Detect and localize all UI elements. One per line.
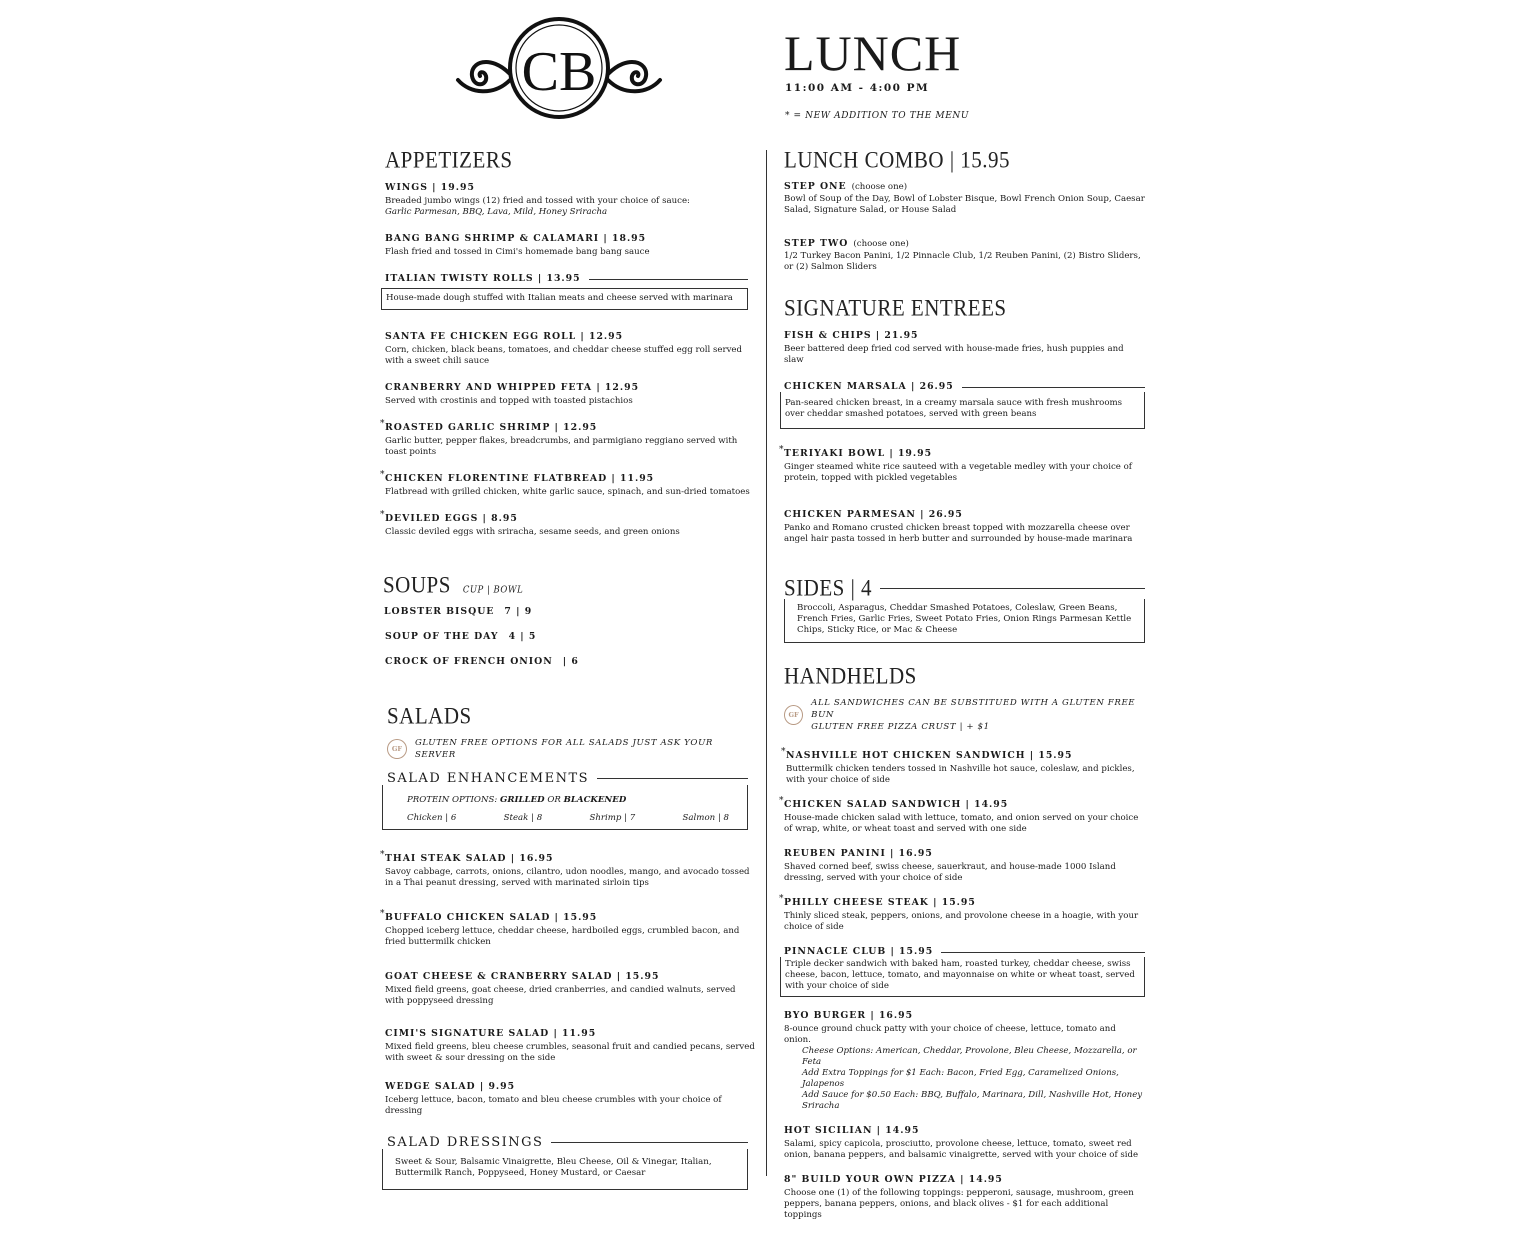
new-marker: * (779, 796, 784, 806)
menu-item: BYO BURGER | 16.95 8-ounce ground chuck patty with your choice of cheese, lettuce, tomato and onion. Cheese Options: American, Cheddar, Provolone, Bleu Cheese, Mozzarella, or Feta Add Extra Toppings for $1 Each: Bacon, Fried Egg, Caramelized Onions, Jalapenos Add Sauce for $0.50 Each: BBQ, Buffalo, Marinara, Dill, Nashville Hot, Honey Sriracha (780, 1009, 1145, 1112)
new-addition-note: * = NEW ADDITION TO THE MENU (785, 111, 970, 121)
new-marker: * (781, 747, 786, 757)
menu-item: BANG BANG SHRIMP & CALAMARI | 18.95 Flash fried and tossed in Cimi's homemade bang bang sauce (385, 233, 650, 257)
protein-steak: Steak | 8 (503, 813, 543, 823)
new-marker: * (380, 850, 385, 860)
menu-item-boxed: ITALIAN TWISTY ROLLS | 13.95 House-made dough stuffed with Italian meats and cheese served with marinara (381, 272, 748, 310)
menu-item: CHICKEN PARMESAN | 26.95 Panko and Romano crusted chicken breast topped with mozzarella cheese over angel hair pasta tossed in herb butter and surrounded by house-made marinara (784, 509, 1133, 544)
menu-item: CIMI'S SIGNATURE SALAD | 11.95 Mixed field greens, bleu cheese crumbles, seasonal fruit and candied pecans, served with sweet & sour dressing on the side (385, 1028, 755, 1063)
new-marker: * (380, 909, 385, 919)
salads-gf-note: GF GLUTEN FREE OPTIONS FOR ALL SALADS JUST ASK YOUR SERVER (387, 737, 756, 761)
menu-title: LUNCH (784, 25, 962, 81)
appetizers-heading: APPETIZERS (385, 147, 513, 173)
menu-item-new: * THAI STEAK SALAD | 16.95 Savoy cabbage, carrots, onions, cilantro, udon noodles, mango, and avocado tossed in a Thai peanut dressing, served with marinated sirloin tips (380, 850, 750, 888)
left-column (381, 147, 756, 1190)
menu-item-new: * DEVILED EGGS | 8.95 Classic deviled eggs with sriracha, sesame seeds, and green onions (380, 510, 680, 537)
menu-item: 8" BUILD YOUR OWN PIZZA | 14.95 Choose one (1) of the following toppings: pepperoni, sausage, mushroom, green peppers, banana peppers, onions, and black olives - $1 for each additional toppings (784, 1174, 1134, 1220)
menu-item: FISH & CHIPS | 21.95 Beer battered deep fried cod served with house-made fries, hush puppies and slaw (784, 330, 1124, 365)
gluten-free-icon: GF (784, 705, 803, 725)
menu-item-new: * NASHVILLE HOT CHICKEN SANDWICH | 15.95 Buttermilk chicken tenders tossed in Nashville hot sauce, coleslaw, and pickles, with your choice of side (781, 747, 1135, 785)
new-marker: * (380, 419, 385, 429)
menu-item-new: * PHILLY CHEESE STEAK | 15.95 Thinly sliced steak, peppers, onions, and provolone cheese in a hoagie, with your choice of side (779, 894, 1139, 932)
protein-chicken: Chicken | 6 (407, 813, 457, 823)
menu-item-new: * BUFFALO CHICKEN SALAD | 15.95 Chopped iceberg lettuce, cheddar cheese, hardboiled eggs, crumbled bacon, and fried buttermilk chicken (380, 909, 740, 947)
right-column (780, 147, 1145, 1235)
lunch-combo-heading: LUNCH COMBO | 15.95 (784, 147, 1011, 173)
menu-item-boxed: PINNACLE CLUB | 15.95 Triple decker sandwich with baked ham, roasted turkey, cheddar cheese, swiss cheese, bacon, lettuce, tomato, and mayonnaise on white or wheat toast, served with your choice of side (780, 945, 1145, 997)
sides-heading: SIDES | 4 (784, 575, 1145, 600)
menu-item-boxed: CHICKEN MARSALA | 26.95 Pan-seared chicken breast, in a creamy marsala sauce with fresh mushrooms over cheddar smashed potatoes, served with green beans (780, 380, 1145, 429)
new-marker: * (380, 470, 385, 480)
signature-entrees-heading: SIGNATURE ENTREES (784, 295, 1007, 321)
new-marker: * (380, 510, 385, 520)
new-marker: * (779, 445, 784, 455)
menu-item-new: * CHICKEN SALAD SANDWICH | 14.95 House-made chicken salad with lettuce, tomato, and onion served on your choice of wrap, white, or wheat toast and served with one side (779, 796, 1139, 834)
menu-item-new: * CHICKEN FLORENTINE FLATBREAD | 11.95 Flatbread with grilled chicken, white garlic sauce, spinach, and sun-dried tomatoes (380, 470, 750, 497)
cb-monogram-logo (450, 14, 668, 122)
sides-box: Broccoli, Asparagus, Cheddar Smashed Potatoes, Coleslaw, Green Beans, French Fries, Garlic Fries, Sweet Potato Fries, Onion Rings Parmesan Kettle Chips, Sticky Rice, or Mac & Cheese (784, 599, 1145, 643)
soup-item: SOUP OF THE DAY 4 | 5 (385, 631, 537, 642)
gluten-free-icon: GF (387, 739, 407, 759)
column-divider (766, 150, 767, 1176)
menu-item: CRANBERRY AND WHIPPED FETA | 12.95 Served with crostinis and topped with toasted pistachios (385, 382, 640, 406)
soups-size-label: CUP | BOWL (462, 584, 524, 596)
menu-item: REUBEN PANINI | 16.95 Shaved corned beef, swiss cheese, sauerkraut, and house-made 1000 Island dressing, served with your choice of side (784, 848, 1116, 883)
handhelds-heading: HANDHELDS (784, 663, 917, 689)
soup-item: CROCK OF FRENCH ONION | 6 (385, 656, 579, 667)
salad-dressings-heading: SALAD DRESSINGS (387, 1135, 756, 1150)
combo-step-two: STEP TWO (choose one) 1/2 Turkey Bacon Panini, 1/2 Pinnacle Club, 1/2 Reuben Panini, (2) Bistro Sliders, or (2) Salmon Sliders (784, 238, 1141, 272)
menu-item-new: * ROASTED GARLIC SHRIMP | 12.95 Garlic butter, pepper flakes, breadcrumbs, and parmigiano reggiano served with toast points (380, 419, 738, 457)
menu-item: SANTA FE CHICKEN EGG ROLL | 12.95 Corn, chicken, black beans, tomatoes, and cheddar cheese stuffed egg roll served with a sweet chili sauce (385, 331, 743, 366)
combo-step-one: STEP ONE (choose one) Bowl of Soup of the Day, Bowl of Lobster Bisque, Bowl French Onion Soup, Caesar Salad, Signature Salad, or House Salad (784, 181, 1145, 215)
menu-hours: 11:00 AM - 4:00 PM (785, 82, 930, 94)
protein-salmon: Salmon | 8 (682, 813, 729, 823)
menu-item: WEDGE SALAD | 9.95 Iceberg lettuce, bacon, tomato and bleu cheese crumbles with your choice of dressing (385, 1081, 722, 1116)
menu-item: GOAT CHEESE & CRANBERRY SALAD | 15.95 Mixed field greens, goat cheese, dried cranberries, and candied walnuts, served with poppyseed dressing (385, 971, 736, 1006)
burger-options: Cheese Options: American, Cheddar, Provolone, Bleu Cheese, Mozzarella, or Feta Add Extra Toppings for $1 Each: Bacon, Fried Egg, Caramelized Onions, Jalapenos Add Sauce for $0.50 Each: BBQ, Buffalo, Marinara, Dill, Nashville Hot, Honey Sriracha (802, 1046, 1143, 1111)
soup-item: LOBSTER BISQUE 7 | 9 (384, 606, 533, 617)
menu-item-new: * TERIYAKI BOWL | 19.95 Ginger steamed white rice sauteed with a vegetable medley with your choice of protein, topped with pickled vegetables (779, 445, 1132, 483)
salad-dressings-box: Sweet & Sour, Balsamic Vinaigrette, Bleu Cheese, Oil & Vinegar, Italian, Buttermilk Ranch, Poppyseed, Honey Mustard, or Caesar (382, 1149, 748, 1190)
protein-shrimp: Shrimp | 7 (589, 813, 636, 823)
salad-enhancements-heading: SALAD ENHANCEMENTS (387, 771, 756, 786)
handhelds-gf-note: GF ALL SANDWICHES CAN BE SUBSTITUED WITH A GLUTEN FREE BUN GLUTEN FREE PIZZA CRUST | + $1 (784, 697, 1145, 733)
soups-heading: SOUPS CUP | BOWL (383, 572, 524, 598)
salads-heading: SALADS (387, 703, 472, 729)
menu-item: WINGS | 19.95 Breaded jumbo wings (12) fried and tossed with your choice of sauce: Garlic Parmesan, BBQ, Lava, Mild, Honey Sriracha (385, 182, 690, 217)
salad-enhancements-box (382, 785, 748, 830)
menu-item: HOT SICILIAN | 14.95 Salami, spicy capicola, prosciutto, provolone cheese, lettuce, tomato, sweet red onion, banana peppers, and balsamic vinaigrette, served with your choice of side (784, 1125, 1139, 1160)
logo-monogram-text: CB (521, 41, 597, 103)
protein-options: PROTEIN OPTIONS: GRILLED OR BLACKENED (407, 795, 627, 805)
new-marker: * (779, 894, 784, 904)
